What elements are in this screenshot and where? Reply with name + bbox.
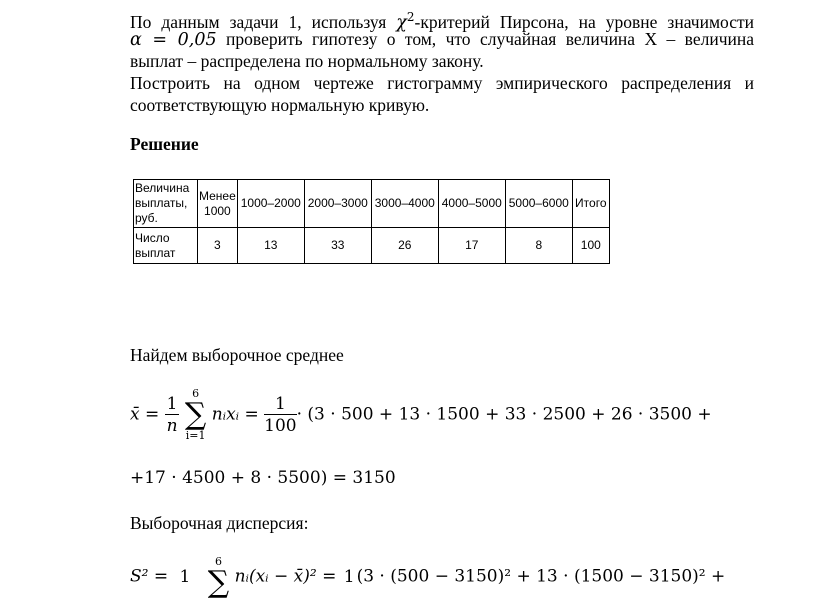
solution-heading: Решение <box>130 134 199 154</box>
mean-formula-line-2: +17 · 4500 + 8 · 5500) = 3150 <box>130 468 396 488</box>
mean-formula: x̄ = $\frac{1}{n}$ 6 ∑ i=1 nᵢxᵢ = $\frac{1}{100}$ · (3 · 500 + 13 · 1500 + 33 · 2500 + 26 · 3500 + <box>130 387 712 442</box>
variance-title: Выборочная дисперсия: <box>130 513 309 533</box>
table-cell: 33 <box>304 228 371 264</box>
table-row <box>134 180 610 228</box>
problem-line-1: По данным задачи 1, используя $\chi^2$-критерий Пирсона, на уровне значимости <box>130 10 754 33</box>
table-cell: Менее 1000 <box>198 180 238 228</box>
sum-symbol: 6 ∑ <box>207 555 230 600</box>
table-cell: Итого <box>572 180 609 228</box>
mean-title: Найдем выборочное среднее <box>130 345 344 365</box>
table-row-header: Величина выплаты, руб. <box>134 180 198 228</box>
sum-symbol: 6 ∑ i=1 <box>184 387 207 442</box>
fraction: $\frac{1}{100}$ <box>264 393 297 436</box>
table-cell: 1000–2000 <box>237 180 304 228</box>
table-cell: 3 <box>198 228 238 264</box>
table-cell: 5000–6000 <box>505 180 572 228</box>
table-cell: 100 <box>572 228 609 264</box>
table-cell: 2000–3000 <box>304 180 371 228</box>
fraction: 1 <box>179 567 191 587</box>
problem-line-3: выплат – распределена по нормальному закону. <box>130 51 484 71</box>
table-row-header: Число выплат <box>134 228 198 264</box>
variance-formula: S² = 1 6 ∑ nᵢ(xᵢ − x̄)² = 1 (3 · (500 − 3150)² + 13 · (1500 − 3150)² + <box>130 555 726 600</box>
payout-table <box>133 179 610 264</box>
table-cell: 26 <box>371 228 438 264</box>
table-cell: 4000–5000 <box>438 180 505 228</box>
problem-line-2: α = 0,05 проверить гипотезу о том, что случайная величина Х – величина <box>130 29 754 50</box>
problem-line-4: Построить на одном чертеже гистограмму эмпирического распределения и <box>130 73 754 93</box>
fraction: 1 <box>343 567 355 587</box>
problem-statement <box>130 6 754 116</box>
problem-line-5: соответствующую нормальную кривую. <box>130 95 430 115</box>
fraction: $\frac{1}{n}$ <box>166 393 178 436</box>
table-cell: 8 <box>505 228 572 264</box>
table-cell: 3000–4000 <box>371 180 438 228</box>
table-cell: 13 <box>237 228 304 264</box>
table-row <box>134 228 610 264</box>
table-cell: 17 <box>438 228 505 264</box>
